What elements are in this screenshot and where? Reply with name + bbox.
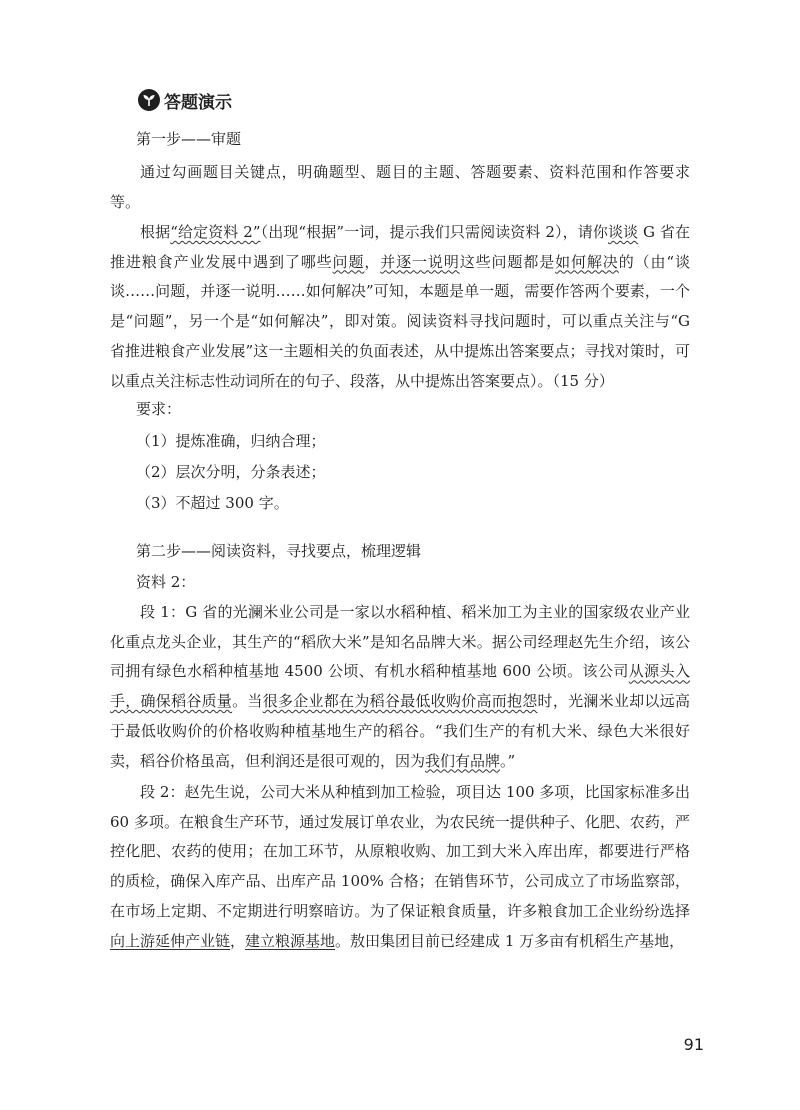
key-phrase: 很多企业都在为稻谷最低收购价高而抱怨 bbox=[262, 692, 538, 711]
requirement-item: （2）层次分明，分条表述； bbox=[136, 463, 326, 481]
key-phrase: 并逐一说明 bbox=[380, 252, 460, 271]
material-paragraph-2: 段 2：赵先生说，公司大米从种植到加工检验，项目达 100 多项，比国家标准多出 60 多项。在粮食生产环节，通过发展订单农业，为农民统一提供种子、化肥、农药，严控化肥、农药的使用；在加工环节，从原粮收购、加工到大米入库出库，都要进行严格的质检，确保入库产品、出库产品 100% 合格；在销售环节，公司成立了市场监察部，在市场上定期、不定期进行明察暗访。为了保证粮食质量，许多粮食加工企业纷纷选择向上游延伸产业链，建立粮源基地。敖田集团目前已经建成 1 万多亩有机稻生产基地， bbox=[110, 783, 690, 950]
sprout-icon bbox=[138, 89, 160, 111]
key-phrase: 向上游延伸产业链 bbox=[110, 931, 231, 950]
key-phrase: 我们有品牌 bbox=[425, 751, 501, 770]
key-phrase: 如何解决 bbox=[555, 252, 619, 271]
requirements-label: 要求： bbox=[136, 400, 182, 418]
requirement-item: （3）不超过 300 字。 bbox=[136, 494, 289, 512]
section-title: 答题演示 bbox=[164, 92, 232, 113]
key-phrase: 从源头入手，确保稻谷质量 bbox=[110, 662, 690, 711]
section-header bbox=[138, 86, 232, 114]
step1-intro: 通过勾画题目关键点，明确题型、题目的主题、答题要素、资料范围和作答要求等。 bbox=[110, 163, 690, 211]
step2-heading: 第二步——阅读资料，寻找要点，梳理逻辑 bbox=[136, 542, 422, 560]
step1-heading: 第一步——审题 bbox=[136, 130, 242, 148]
requirement-item: （1）提炼准确，归纳合理； bbox=[136, 432, 326, 450]
material-paragraph-1: 段 1：G 省的光澜米业公司是一家以水稻种植、稻米加工为主业的国家级农业产业化重点龙头企业，其生产的“稻欣大米”是知名品牌大米。据公司经理赵先生介绍，该公司拥有绿色水稻种植基地 4500 公顷、有机水稻种植基地 600 公顷。该公司从源头入手，确保稻谷质量。当很多企业都在为稻谷最低收购价高而抱怨时，光澜米业却以远高于最低收购价的价格收购种植基地生产的稻谷。“我们生产的有机大米、绿色大米很好卖，稻谷价格虽高，但利润还是很可观的，因为我们有品牌。” bbox=[110, 603, 690, 770]
question-paragraph: 根据“给定资料 2”（出现“根据”一词，提示我们只需阅读资料 2），请你谈谈 G 省在推进粮食产业发展中遇到了哪些问题，并逐一说明这些问题都是如何解决的（由“谈谈……问题，并逐一说明……如何解决”可知，本题是单一题，需要作答两个要素，一个是“问题”，另一个是“如何解决”，即对策。阅读资料寻找问题时，可以重点关注与“G 省推进粮食产业发展”这一主题相关的负面表述，从中提炼出答案要点；寻找对策时，可以重点关注标志性动词所在的句子、段落，从中提炼出答案要点）。（15 分） bbox=[110, 223, 690, 390]
key-phrase: 建立粮源基地 bbox=[245, 931, 336, 950]
page-number: 91 bbox=[683, 1035, 704, 1054]
key-phrase: 问题 bbox=[332, 252, 365, 271]
key-phrase: 谈谈 bbox=[607, 223, 639, 241]
material-label: 资料 2： bbox=[136, 573, 196, 591]
key-phrase: “给定资料 2” bbox=[170, 223, 261, 241]
